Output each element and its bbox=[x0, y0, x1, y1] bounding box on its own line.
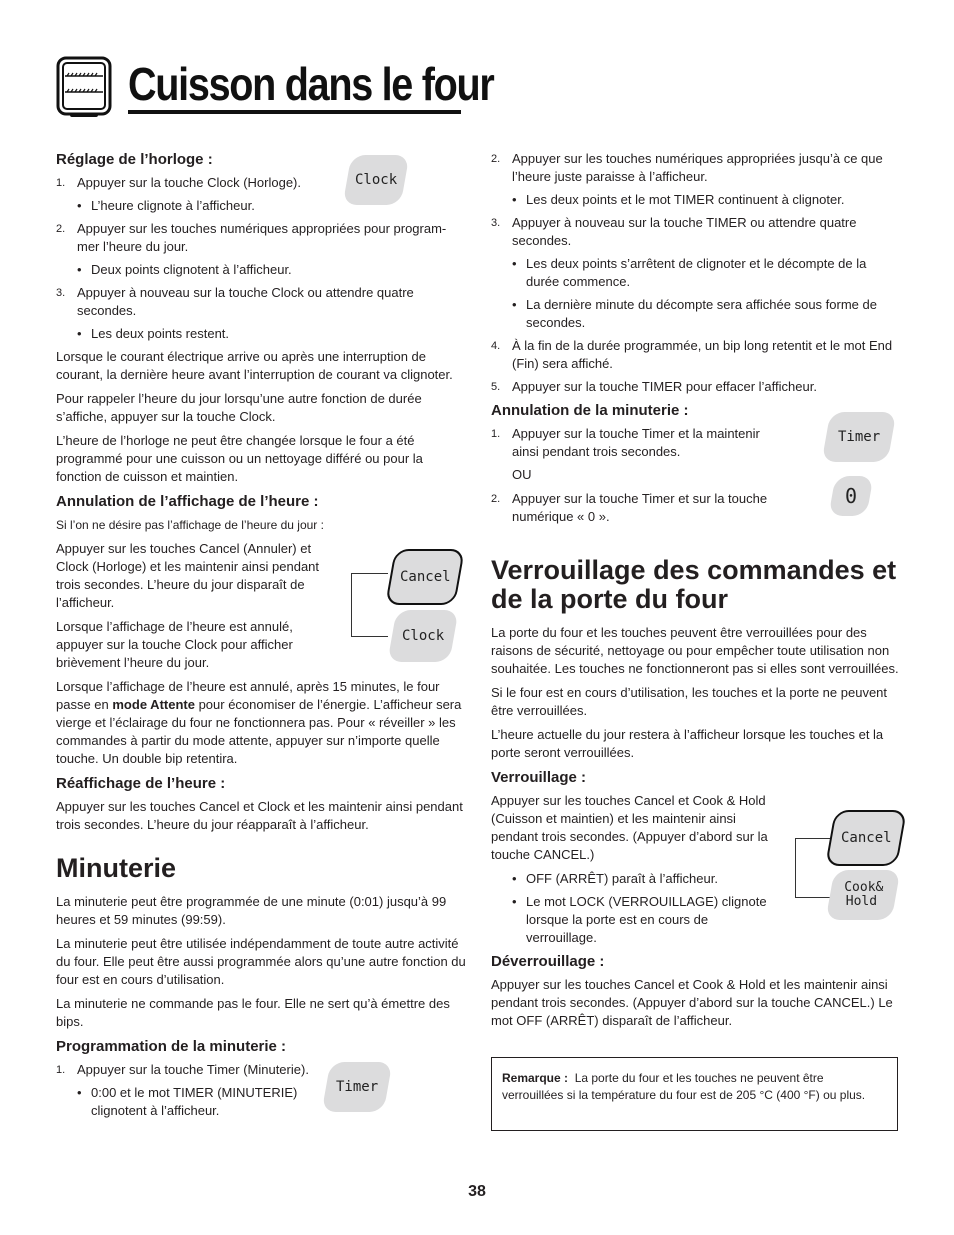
cancel-display-intro: Si l’on ne désire pas l’affichage de l’heure du jour : bbox=[56, 518, 324, 532]
cook-hold-key[interactable]: Cook& Hold bbox=[826, 870, 901, 920]
note-label: Remarque : bbox=[502, 1071, 569, 1085]
timer-step-1: 1. Appuyer sur la touche Timer (Minuterie). bbox=[56, 1062, 309, 1077]
cancel-key[interactable]: Cancel bbox=[385, 549, 465, 605]
clock-step-2-bullet: • Deux points clignotent à l’afficheur. bbox=[77, 262, 292, 277]
note-box bbox=[491, 1057, 898, 1131]
timer-prog-heading: Programmation de la minuterie : bbox=[56, 1038, 287, 1055]
lock-para-2: Si le four est en cours d’utilisation, les touches et la porte ne peuvent être verrouillées. bbox=[491, 685, 888, 718]
title-rule bbox=[128, 110, 461, 114]
timer-para-3: La minuterie ne commande pas le four. Elle ne sert qu’à émettre des bips. bbox=[56, 996, 450, 1029]
clock-para-3: L’heure de l’horloge ne peut être changée lorsque le four a été programmé pour une cuisson ou un nettoyage différé ou pour la fonction de cuisson et maintien. bbox=[56, 433, 423, 484]
lock-key-bracket bbox=[795, 838, 832, 898]
timer-cancel-heading: Annulation de la minuterie : bbox=[491, 402, 689, 419]
oven-icon bbox=[56, 56, 112, 118]
clock-para-2: Pour rappeler l’heure du jour lorsqu’une autre fonction de durée s’affiche, appuyer sur la touche Clock. bbox=[56, 391, 422, 424]
timer-cancel-step-1: 1. Appuyer sur la touche Timer et la maintenir ainsi pendant trois secondes. bbox=[491, 426, 760, 459]
unlock-heading: Déverrouillage : bbox=[491, 953, 605, 970]
timer-step-2-bullet: • Les deux points et le mot TIMER continuent à clignoter. bbox=[512, 192, 845, 207]
lock-para: Appuyer sur les touches Cancel et Cook & Hold (Cuisson et maintien) et les maintenir ainsi pendant trois secondes. (Appuyer d’abord sur la touche CANCEL.) bbox=[491, 793, 768, 862]
timer-step-5: 5. Appuyer sur la touche TIMER pour effacer l’afficheur. bbox=[491, 379, 817, 394]
timer-cancel-or: OU bbox=[512, 467, 532, 482]
timer-step-2: 2. Appuyer sur les touches numériques appropriées jusqu’à ce que l’heure juste paraisse à l’afficheur. bbox=[491, 151, 883, 184]
timer-cancel-step-2: 2. Appuyer sur la touche Timer et sur la touche numérique « 0 ». bbox=[491, 491, 768, 524]
redisplay-para: Appuyer sur les touches Cancel et Clock et les maintenir ainsi pendant trois secondes. L’heure du jour réapparaît à l’afficheur. bbox=[56, 799, 463, 832]
lock-bullet-1: • OFF (ARRÊT) paraît à l’afficheur. bbox=[512, 871, 718, 886]
cancel-display-para-2: Lorsque l’affichage de l’heure est annulé, appuyer sur la touche Clock pour afficher brièvement l’heure du jour. bbox=[56, 619, 293, 670]
page-title: Cuisson dans le four bbox=[128, 58, 494, 110]
lock-subheading: Verrouillage : bbox=[491, 769, 587, 786]
lock-para-3: L’heure actuelle du jour restera à l’afficheur lorsque les touches et la porte seront verrouillées. bbox=[491, 727, 884, 760]
timer-step-3-bullet-2: • La dernière minute du décompte sera affichée sous forme de secondes. bbox=[512, 297, 877, 330]
timer-step-3-bullet-1: • Les deux points s’arrêtent de clignoter et le décompte de la durée commence. bbox=[512, 256, 867, 289]
timer-key-2[interactable]: Timer bbox=[822, 412, 897, 462]
unlock-para: Appuyer sur les touches Cancel et Cook & Hold et les maintenir ainsi pendant trois secondes. (Appuyer d’abord sur la touche CANCEL.) Le mot OFF (ARRÊT) disparaît de l’afficheur. bbox=[491, 977, 893, 1028]
clock-key[interactable]: Clock bbox=[343, 155, 410, 205]
lock-para-1: La porte du four et les touches peuvent être verrouillées pour des raisons de sécurité, nettoyage ou pour empêcher toute utilisation non souhaitée. Les touches ne fonctionneront pas si elles sont verrouillées. bbox=[491, 625, 899, 676]
key-bracket bbox=[351, 573, 388, 637]
zero-key[interactable]: 0 bbox=[828, 476, 873, 516]
clock-step-1: 1. Appuyer sur la touche Clock (Horloge). bbox=[56, 175, 301, 190]
timer-para-1: La minuterie peut être programmée de une minute (0:01) jusqu’à 99 heures et 59 minutes (99:59). bbox=[56, 894, 447, 927]
page-number: 38 bbox=[468, 1183, 486, 1200]
clock-key-2[interactable]: Clock bbox=[387, 610, 458, 662]
clock-step-3: 3. Appuyer à nouveau sur la touche Clock ou attendre quatre secondes. bbox=[56, 285, 414, 318]
timer-key[interactable]: Timer bbox=[322, 1062, 393, 1112]
cancel-display-para-1: Appuyer sur les touches Cancel (Annuler) et Clock (Horloge) et les maintenir ainsi pendant trois secondes. L’heure du jour disparaît de l’afficheur. bbox=[56, 541, 320, 610]
clock-step-3-bullet: • Les deux points restent. bbox=[77, 326, 230, 341]
clock-step-2: 2. Appuyer sur les touches numériques appropriées pour program-mer l’heure du jour. bbox=[56, 221, 447, 254]
note-text: La porte du four et les touches ne peuvent être verrouillées si la température du four est de 205 °C (400 °F) ou plus. bbox=[502, 1071, 866, 1102]
timer-step-3: 3. Appuyer à nouveau sur la touche TIMER ou attendre quatre secondes. bbox=[491, 215, 857, 248]
timer-para-2: La minuterie peut être utilisée indépendamment de toute autre activité du four. Elle peut être aussi programmée alors qu’une autre fonction du four est en cours d’utilisation. bbox=[56, 936, 466, 987]
timer-step-1-bullet: • 0:00 et le mot TIMER (MINUTERIE) clignotent à l’afficheur. bbox=[77, 1085, 298, 1118]
clock-setting-heading: Réglage de l’horloge : bbox=[56, 151, 213, 168]
redisplay-heading: Réaffichage de l’heure : bbox=[56, 775, 226, 792]
cancel-display-para-3: Lorsque l’affichage de l’heure est annulé, après 15 minutes, le four passe en mode Attente pour économiser de l’énergie. L’afficheur sera vierge et l’éclairage du four ne fonctionnera pas. Pour « réveiller » les commandes à partir du mode attente, appuyer sur n’importe quelle touche. Un double bip retentira. bbox=[56, 679, 462, 766]
clock-para-1: Lorsque le courant électrique arrive ou après une interruption de courant, la dernière heure avant l’interruption de courant va clignoter. bbox=[56, 349, 453, 382]
timer-heading: Minuterie bbox=[56, 853, 177, 883]
lock-bullet-2: • Le mot LOCK (VERROUILLAGE) clignote lorsque la porte est en cours de verrouillage. bbox=[512, 894, 767, 945]
cancel-display-heading: Annulation de l’affichage de l’heure : bbox=[56, 493, 319, 510]
clock-step-1-bullet: • L’heure clignote à l’afficheur. bbox=[77, 198, 255, 213]
timer-step-4: 4. À la fin de la durée programmée, un bip long retentit et le mot End (Fin) sera affiché. bbox=[491, 338, 893, 371]
cancel-key-2[interactable]: Cancel bbox=[825, 810, 907, 866]
lock-heading: Verrouillage des commandes et de la porte du four bbox=[491, 555, 897, 614]
